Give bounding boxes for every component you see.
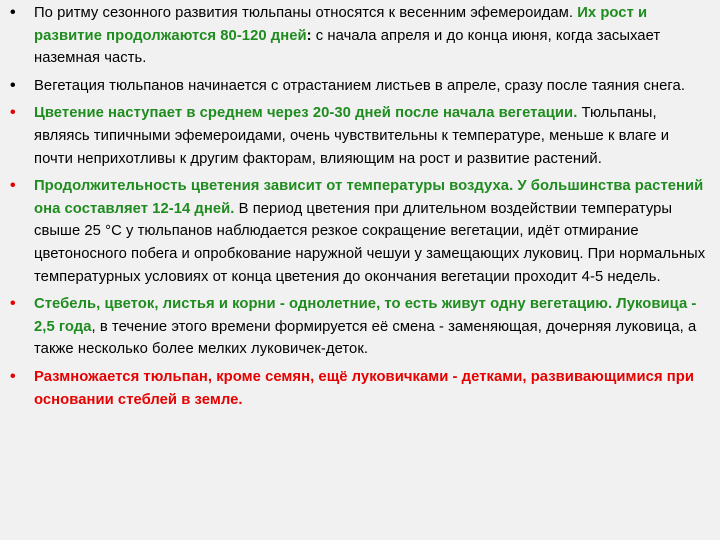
bullet-icon: • <box>10 76 16 94</box>
bullet-item-vegetation <box>10 75 706 98</box>
bullet-item-ephemeroids <box>10 2 706 70</box>
highlight-green: Стебель, цветок, листья и корни - однолетние, то есть живут одну вегетацию. Луковица - 2,5 года <box>34 296 697 335</box>
bullet-icon: • <box>10 177 16 195</box>
highlight-green: Продолжительность цветения зависит от температуры воздуха. У большинства растений она составляет 12-14 дней. <box>34 178 704 217</box>
text-segment: , в течение этого времени формируется её смена - заменяющая, дочерняя луковица, а также несколько более мелких луковичек-деток. <box>34 318 697 358</box>
text-segment: В период цветения при длительном воздействии температуры свыше 25 °С у тюльпанов наблюдается резкое сокращение вегетации, идёт отмирание цветоносного побега и опробкование наружной чешуи у замещающих луковиц. При нормальных температурных условиях от конца цветения до окончания вегетации проходит 4-5 недель. <box>34 200 706 285</box>
text-segment: с начала апреля и до конца июня, когда засыхает наземная часть. <box>34 27 661 67</box>
text-segment-bold: : <box>306 27 316 44</box>
text-segment: Вегетация тюльпанов начинается с отрастанием листьев в апреле, сразу после таяния снега. <box>34 77 685 94</box>
bullet-icon: • <box>10 367 16 385</box>
highlight-red: Размножается тюльпан, кроме семян, ещё луковичками - детками, развивающимися при основании стеблей в земле. <box>34 368 695 408</box>
bullet-icon: • <box>10 104 16 122</box>
bullet-item-flowering-start <box>10 102 706 170</box>
text-segment: Тюльпаны, являясь типичными эфемероидами, очень чувствительны к температуре, меньше к влаге и почти неприхотливы к другим факторам, влияющим на рост и развитие растений. <box>34 105 670 167</box>
bullet-text <box>34 78 685 94</box>
bullet-text <box>34 105 669 166</box>
bullet-text <box>34 178 705 284</box>
bullet-text <box>34 369 694 408</box>
bullet-item-flowering-duration <box>10 175 706 288</box>
highlight-green: Их рост и развитие продолжаются 80-120 дней <box>34 5 648 44</box>
bullet-item-reproduction <box>10 366 706 411</box>
text-segment: По ритму сезонного развития тюльпаны относятся к весенним эфемероидам. <box>34 5 578 21</box>
highlight-green: Цветение наступает в среднем через 20-30 дней после начала вегетации. <box>34 105 578 122</box>
bullet-text <box>34 5 660 66</box>
bullet-icon: • <box>10 295 16 313</box>
bullet-list <box>10 2 706 411</box>
bullet-item-lifespan <box>10 293 706 361</box>
bullet-text <box>34 296 696 357</box>
bullet-icon: • <box>10 4 16 21</box>
